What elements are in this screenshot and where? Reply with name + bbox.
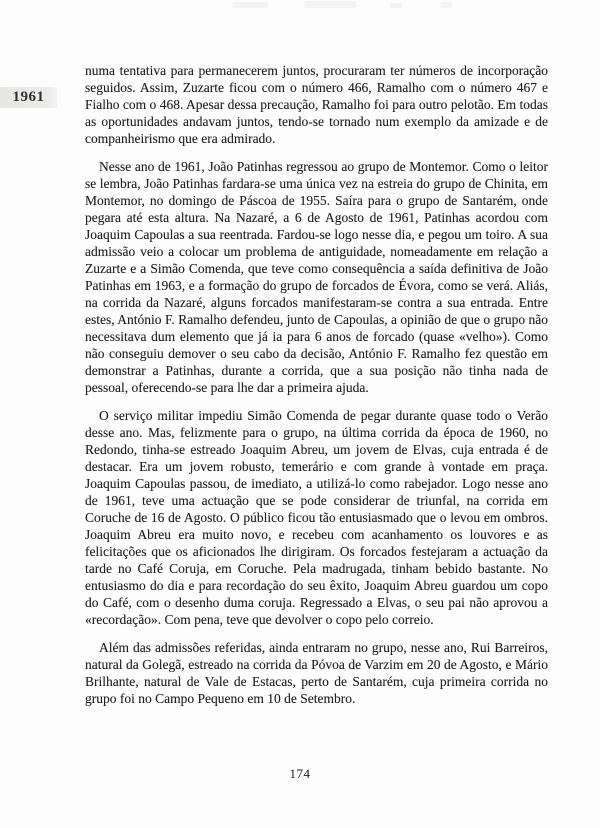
- margin-year-label: 1961: [12, 89, 45, 105]
- body-text-column: [85, 62, 548, 707]
- scan-artifact: [440, 2, 452, 8]
- body-paragraph: O serviço militar impediu Simão Comenda de pegar durante quase todo o Verão desse ano. Mas, felizmente para o grupo, na última corrida da época de 1960, no Redondo, tinha-se estreado Joaquim Abreu, um jovem de Elvas, cuja entrada é de destacar. Era um jovem robusto, temerário e com grande à vontade em praça. Joaquim Capoulas passou, de imediato, a utilizá-lo como rabejador. Logo nesse ano de 1961, teve uma actuação que se pode considerar de triunfal, na corrida em Coruche de 16 de Agosto. O público ficou tão entusiasmado que o levou em ombros. Joaquim Abreu era muito novo, e recebeu com acanhamento os louvores e as felicitações que os aficionados lhe dirigiram. Os forcados festejaram a actuação da tarde no Café Coruja, em Coruche. Pela madrugada, tinham bebido bastante. No entusiasmo do dia e para recordação do seu êxito, Joaquim Abreu guardou um copo do Café, com o desenho duma coruja. Regressado a Elvas, o seu pai não aprovou a «recordação». Com pena, teve que devolver o copo pelo correio.: [85, 408, 548, 627]
- scan-artifact: [304, 1, 356, 8]
- page-number: 174: [289, 766, 311, 781]
- scan-artifact: [232, 2, 268, 8]
- margin-year-tab: [0, 87, 57, 108]
- body-paragraph: Além das admissões referidas, ainda entraram no grupo, nesse ano, Rui Barreiros, natural da Golegã, estreado na corrida da Póvoa de Varzim em 20 de Agosto, e Mário Brilhante, natural de Vale de Estacas, perto de Santarém, cuja primeira corrida no grupo foi no Campo Pequeno em 10 de Setembro.: [85, 640, 548, 706]
- body-paragraph: numa tentativa para permanecerem juntos, procuraram ter números de incorporação seguidos. Assim, Zuzarte ficou com o número 466, Ramalho com o número 467 e Fialho com o 468. Apesar dessa precaução, Ramalho foi para outro pelotão. Em todas as oportunidades andavam juntos, tendo-se tornado num exemplo da amizade e de companheirismo que era admirado.: [85, 63, 548, 146]
- scan-artifact: [390, 3, 402, 8]
- body-paragraph: Nesse ano de 1961, João Patinhas regressou ao grupo de Montemor. Como o leitor se lembra, João Patinhas fardara-se uma única vez na estreia do grupo de Chinita, em Montemor, no domingo de Páscoa de 1955. Saíra para o grupo de Santarém, onde pegara até esta altura. Na Nazaré, a 6 de Agosto de 1961, Patinhas acordou com Joaquim Capoulas a sua reentrada. Fardou-se logo nesse dia, e pegou um toiro. A sua admissão veio a colocar um problema de antiguidade, nomeadamente em relação a Zuzarte e a Simão Comenda, que teve como consequência a saída definitiva de João Patinhas em 1963, e a formação do grupo de forcados de Évora, como se verá. Aliás, na corrida da Nazaré, alguns forcados manifestaram-se contra a sua entrada. Entre estes, António F. Ramalho defendeu, junto de Capoulas, a opinião de que o grupo não necessitava dum elemento que já ia para 6 anos de forcado (quase «velho»). Como não conseguiu demover o seu cabo da decisão, António F. Ramalho fez questão em demonstrar a Patinhas, durante a corrida, que a sua posição não tinha nada de pessoal, oferecendo-se para lhe dar a primeira ajuda.: [85, 159, 548, 395]
